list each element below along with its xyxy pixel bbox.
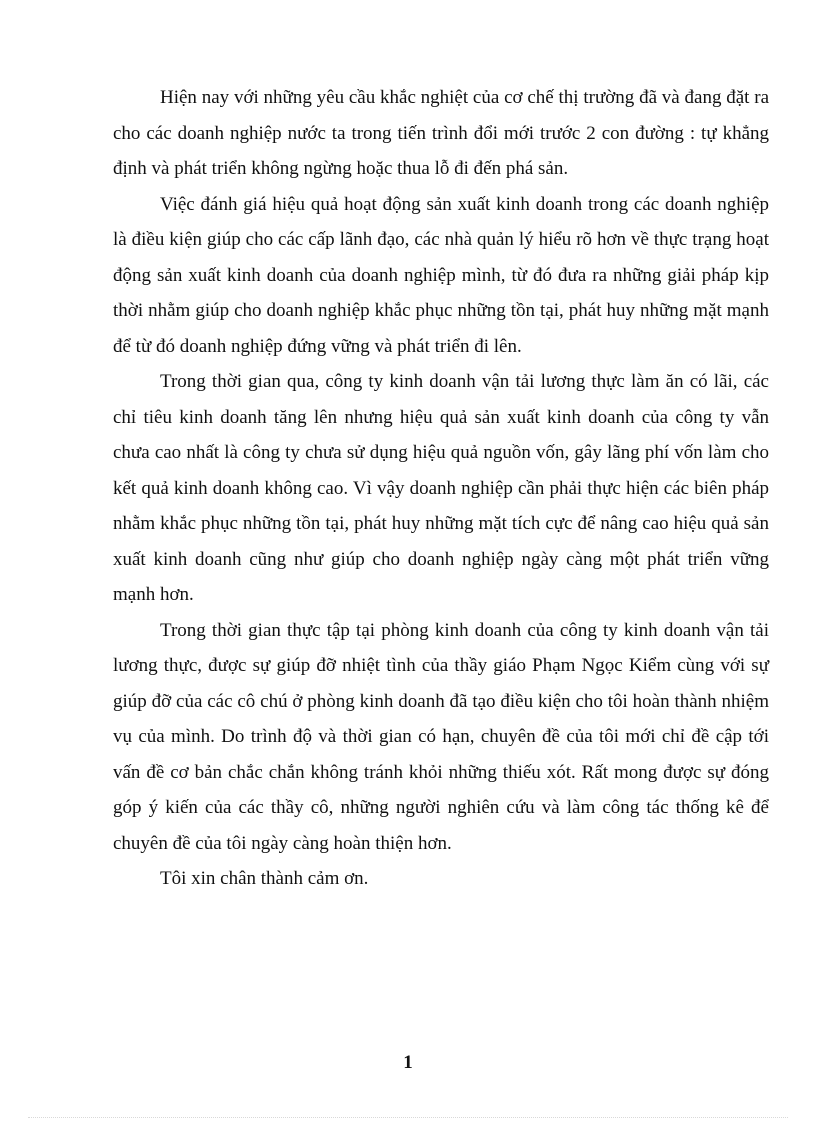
paragraph-2: Việc đánh giá hiệu quả hoạt động sản xuất kinh doanh trong các doanh nghiệp là điều kiện giúp cho các cấp lãnh đạo, các nhà quản lý hiểu rõ hơn về thực trạng hoạt động sản xuất kinh doanh của doanh nghiệp mình, từ đó đưa ra những giải pháp kịp thời nhằm giúp cho doanh nghiệp khắc phục những tồn tại, phát huy những mặt mạnh để từ đó doanh nghiệp đứng vững và phát triển đi lên. bbox=[113, 193, 769, 357]
page-number: 1 bbox=[403, 1052, 413, 1073]
paragraph-5: Tôi xin chân thành cảm ơn. bbox=[160, 868, 369, 889]
paragraph-4: Trong thời gian thực tập tại phòng kinh doanh của công ty kinh doanh vận tải lương thực, được sự giúp đỡ nhiệt tình của thầy giáo Phạm Ngọc Kiểm cùng với sự giúp đỡ của các cô chú ở phòng kinh doanh đã tạo điều kiện cho tôi hoàn thành nhiệm vụ của mình. Do trình độ và thời gian có hạn, chuyên đề của tôi mới chỉ đề cập tới vấn đề cơ bản chắc chắn không tránh khỏi những thiếu xót. Rất mong được sự đóng góp ý kiến của các thầy cô, những người nghiên cứu và làm công tác thống kê để chuyên đề của tôi ngày càng hoàn thiện hơn. bbox=[113, 619, 769, 854]
page-bottom-border bbox=[28, 1117, 788, 1118]
paragraph-3: Trong thời gian qua, công ty kinh doanh vận tải lương thực làm ăn có lãi, các chỉ tiêu kinh doanh tăng lên nhưng hiệu quả sản xuất kinh doanh của công ty vẫn chưa cao nhất là công ty chưa sử dụng hiệu quả nguồn vốn, gây lãng phí vốn làm cho kết quả kinh doanh không cao. Vì vậy doanh nghiệp cần phải thực hiện các biên pháp nhằm khắc phục những tồn tại, phát huy những mặt tích cực để nâng cao hiệu quả sản xuất kinh doanh cũng như giúp cho doanh nghiệp ngày càng một phát triển vững mạnh hơn. bbox=[113, 371, 769, 605]
document-body bbox=[113, 80, 769, 897]
paragraph-1: Hiện nay với những yêu cầu khắc nghiệt của cơ chế thị trường đã và đang đặt ra cho các doanh nghiệp nước ta trong tiến trình đổi mới trước 2 con đường : tự khẳng định và phát triển không ngừng hoặc thua lỗ đi đến phá sản. bbox=[113, 87, 769, 179]
